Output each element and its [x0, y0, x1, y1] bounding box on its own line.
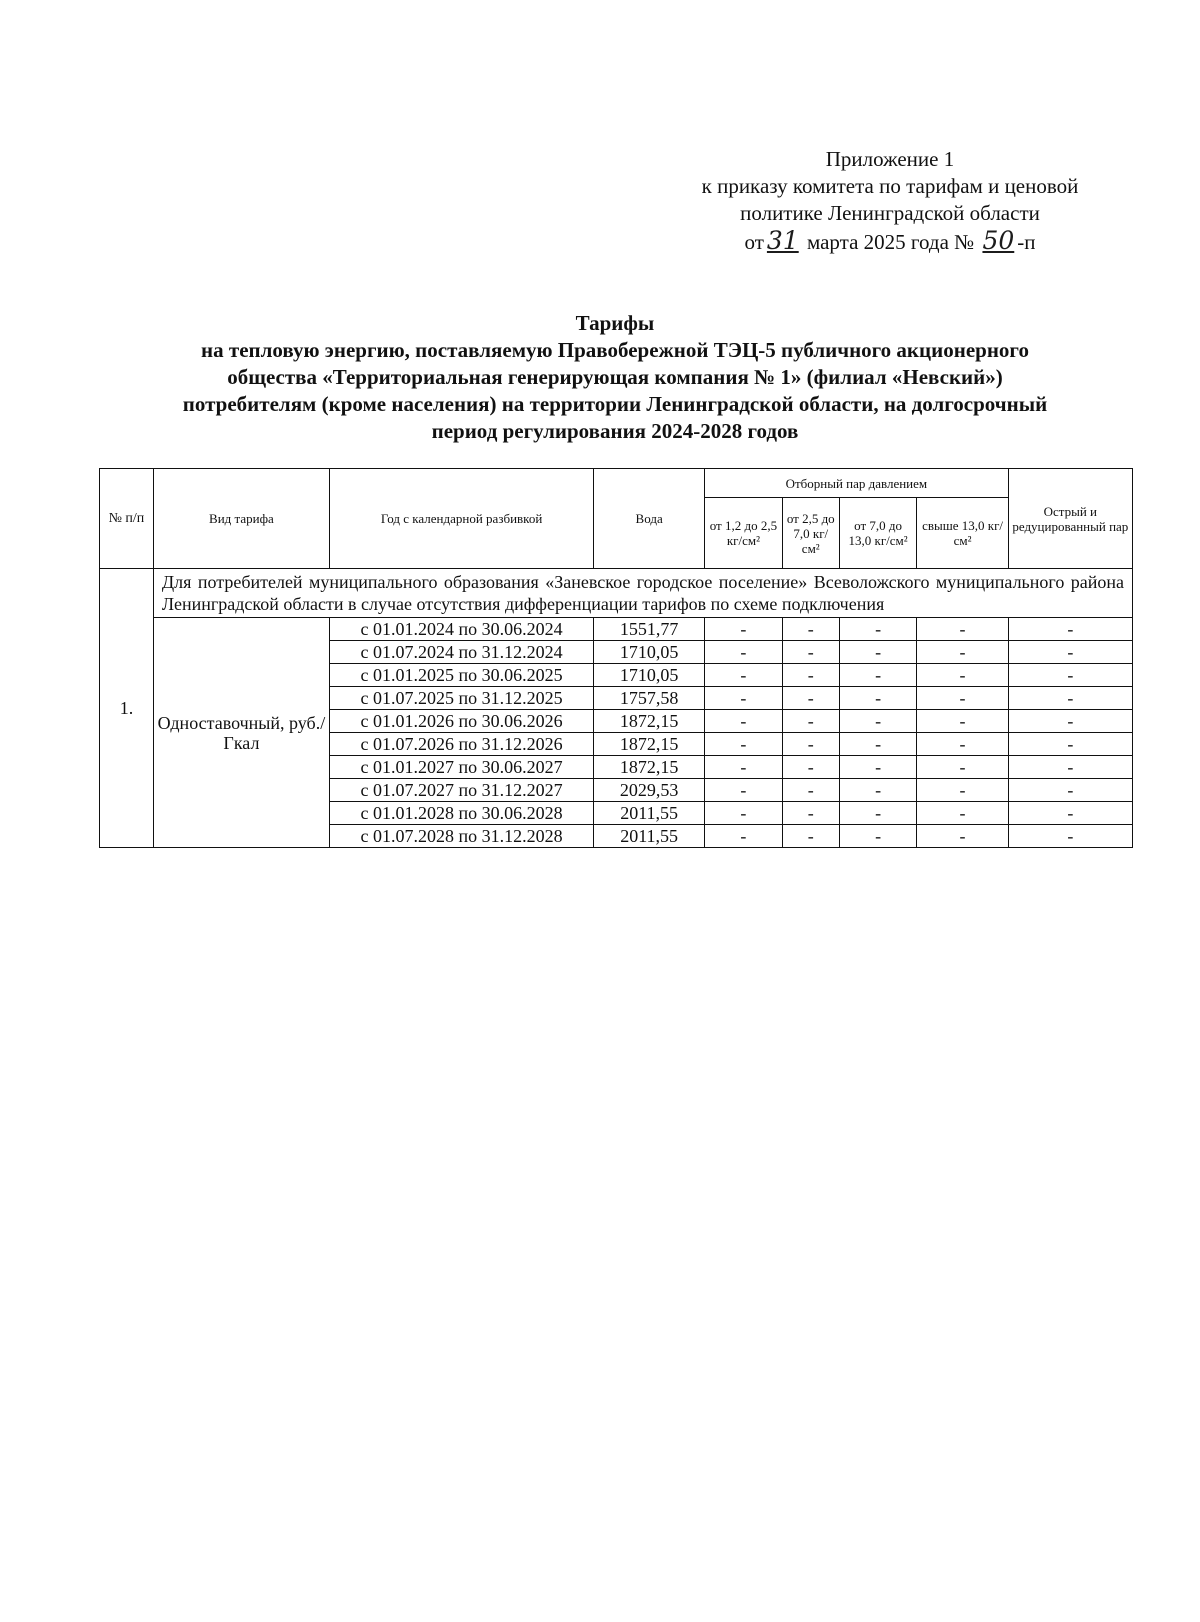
cell-s4: -	[917, 618, 1008, 641]
cell-period: с 01.01.2025 по 30.06.2025	[330, 664, 594, 687]
cell-water: 1757,58	[594, 687, 705, 710]
cell-s4: -	[917, 641, 1008, 664]
header-period: Год с календарной разбивкой	[330, 469, 594, 569]
annex-header	[650, 146, 1130, 256]
cell-s1: -	[705, 618, 783, 641]
cell-water: 1872,15	[594, 710, 705, 733]
cell-sharp: -	[1008, 641, 1132, 664]
cell-sharp: -	[1008, 618, 1132, 641]
title-line-1: на тепловую энергию, поставляемую Правобережной ТЭЦ-5 публичного акционерного	[201, 338, 1029, 362]
cell-period: с 01.01.2028 по 30.06.2028	[330, 802, 594, 825]
cell-s4: -	[917, 664, 1008, 687]
row-number: 1.	[100, 569, 154, 848]
cell-s3: -	[839, 710, 917, 733]
cell-period: с 01.01.2027 по 30.06.2027	[330, 756, 594, 779]
header-steam-4: свыше 13,0 кг/см²	[917, 498, 1008, 569]
header-num: № п/п	[100, 469, 154, 569]
cell-period: с 01.07.2025 по 31.12.2025	[330, 687, 594, 710]
cell-water: 2029,53	[594, 779, 705, 802]
header-steam-2: от 2,5 до 7,0 кг/см²	[782, 498, 839, 569]
cell-s4: -	[917, 825, 1008, 848]
annex-line-3: политике Ленинградской области	[740, 201, 1040, 225]
cell-period: с 01.07.2024 по 31.12.2024	[330, 641, 594, 664]
cell-sharp: -	[1008, 779, 1132, 802]
header-sharp-steam: Острый и редуцированный пар	[1008, 469, 1132, 569]
consumer-note: Для потребителей муниципального образования «Заневское городское поселение» Всеволожского муниципального района Ленинградской области в случае отсутствия дифференциации тарифов по схеме подключения	[153, 569, 1132, 618]
table-row	[100, 618, 1133, 641]
cell-s2: -	[782, 641, 839, 664]
cell-s2: -	[782, 687, 839, 710]
cell-s3: -	[839, 641, 917, 664]
cell-period: с 01.07.2026 по 31.12.2026	[330, 733, 594, 756]
tariff-table	[99, 468, 1133, 848]
title-line-2: общества «Территориальная генерирующая компания № 1» (филиал «Невский»)	[227, 365, 1003, 389]
tariff-kind: Одноставочный, руб./Гкал	[153, 618, 329, 848]
cell-s1: -	[705, 733, 783, 756]
annex-date-prefix: от	[744, 230, 764, 254]
cell-s2: -	[782, 733, 839, 756]
cell-period: с 01.07.2028 по 31.12.2028	[330, 825, 594, 848]
cell-s2: -	[782, 710, 839, 733]
cell-s3: -	[839, 687, 917, 710]
cell-s2: -	[782, 779, 839, 802]
title-line-3: потребителям (кроме населения) на территории Ленинградской области, на долгосрочный	[182, 392, 1048, 416]
cell-s1: -	[705, 756, 783, 779]
cell-s4: -	[917, 710, 1008, 733]
cell-s2: -	[782, 664, 839, 687]
header-steam-group: Отборный пар давлением	[705, 469, 1009, 498]
cell-s4: -	[917, 779, 1008, 802]
handwritten-order-number: 50	[982, 226, 1015, 255]
cell-sharp: -	[1008, 802, 1132, 825]
cell-s3: -	[839, 825, 917, 848]
cell-water: 1551,77	[594, 618, 705, 641]
cell-s3: -	[839, 802, 917, 825]
cell-s1: -	[705, 802, 783, 825]
cell-s1: -	[705, 825, 783, 848]
title-main: Тарифы	[575, 311, 655, 335]
cell-s4: -	[917, 733, 1008, 756]
annex-date-middle: марта 2025 года №	[806, 230, 975, 254]
cell-water: 1872,15	[594, 756, 705, 779]
annex-line-1: Приложение 1	[825, 147, 955, 171]
cell-water: 1710,05	[594, 641, 705, 664]
cell-s1: -	[705, 664, 783, 687]
document-title	[95, 310, 1135, 445]
cell-period: с 01.01.2026 по 30.06.2026	[330, 710, 594, 733]
cell-water: 1872,15	[594, 733, 705, 756]
cell-s3: -	[839, 756, 917, 779]
cell-s3: -	[839, 733, 917, 756]
cell-water: 2011,55	[594, 802, 705, 825]
cell-s2: -	[782, 618, 839, 641]
cell-s3: -	[839, 779, 917, 802]
annex-line-4	[650, 227, 1130, 256]
cell-sharp: -	[1008, 664, 1132, 687]
annex-line-2: к приказу комитета по тарифам и ценовой	[701, 174, 1079, 198]
header-water: Вода	[594, 469, 705, 569]
cell-s1: -	[705, 641, 783, 664]
cell-s1: -	[705, 779, 783, 802]
header-steam-3: от 7,0 до 13,0 кг/см²	[839, 498, 917, 569]
cell-s1: -	[705, 687, 783, 710]
cell-water: 2011,55	[594, 825, 705, 848]
title-line-4: период регулирования 2024-2028 годов	[431, 419, 799, 443]
handwritten-day: 31	[766, 226, 799, 255]
cell-sharp: -	[1008, 687, 1132, 710]
cell-sharp: -	[1008, 756, 1132, 779]
cell-s4: -	[917, 756, 1008, 779]
cell-s3: -	[839, 664, 917, 687]
cell-s4: -	[917, 687, 1008, 710]
header-kind: Вид тарифа	[153, 469, 329, 569]
cell-sharp: -	[1008, 710, 1132, 733]
header-steam-1: от 1,2 до 2,5 кг/см²	[705, 498, 783, 569]
cell-s3: -	[839, 618, 917, 641]
cell-sharp: -	[1008, 825, 1132, 848]
annex-number-suffix: -п	[1017, 230, 1036, 254]
cell-period: с 01.01.2024 по 30.06.2024	[330, 618, 594, 641]
cell-s2: -	[782, 802, 839, 825]
cell-water: 1710,05	[594, 664, 705, 687]
cell-s2: -	[782, 825, 839, 848]
cell-sharp: -	[1008, 733, 1132, 756]
cell-period: с 01.07.2027 по 31.12.2027	[330, 779, 594, 802]
cell-s1: -	[705, 710, 783, 733]
cell-s2: -	[782, 756, 839, 779]
cell-s4: -	[917, 802, 1008, 825]
